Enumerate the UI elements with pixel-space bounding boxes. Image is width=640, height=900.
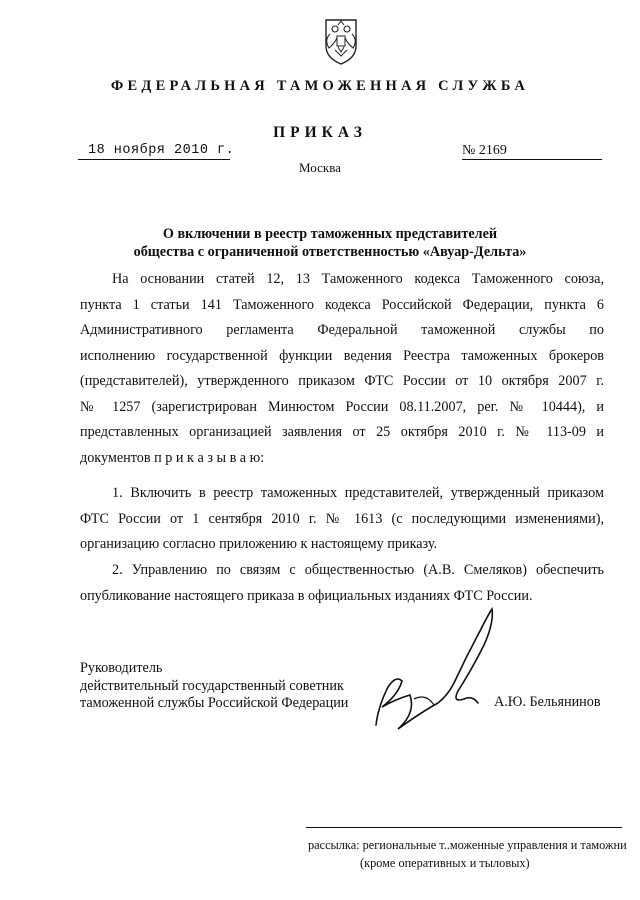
body-line: исполнению государственной функции ведения Реестра таможенных брокеров: [80, 347, 604, 364]
item-2-paragraph: [80, 558, 604, 609]
order-date: 18 ноября 2010 г.: [88, 143, 235, 158]
body-line: Административного регламента Федеральной таможенной службы по: [80, 322, 604, 338]
distribution-rule: [306, 827, 622, 828]
preamble-paragraph: [80, 267, 604, 471]
body-line: 2. Управлению по связям с общественностью (А.В. Смеляков) обеспечить: [112, 562, 604, 578]
body-line: документов п р и к а з ы в а ю:: [80, 449, 265, 466]
order-heading: [80, 225, 580, 261]
distribution-note: (кроме оперативных и тыловых): [360, 856, 530, 870]
document-type: ПРИКАЗ: [273, 124, 367, 141]
body-line: опубликование настоящего приказа в официальных изданиях ФТС России.: [80, 587, 533, 604]
body-line: (представителей), утвержденного приказом ФТС России от 10 октября 2007 г.: [80, 373, 604, 389]
handwritten-signature: [368, 595, 518, 735]
body-line: ФТС России от 1 сентября 2010 г. № 1613 (с последующими изменениями),: [80, 510, 604, 527]
order-number: № 2169: [462, 143, 507, 158]
body-line: 1. Включить в реестр таможенных представителей, утвержденный приказом: [112, 485, 604, 501]
distribution-list: рассылка: региональные т..моженные управления и таможни: [308, 838, 627, 852]
heading-line: общества с ограниченной ответственностью «Авуар-Дельта»: [133, 244, 527, 260]
agency-name: ФЕДЕРАЛЬНАЯ ТАМОЖЕННАЯ СЛУЖБА: [110, 78, 530, 94]
body-line: На основании статей 12, 13 Таможенного кодекса Таможенного союза,: [112, 271, 604, 287]
item-1-paragraph: [80, 481, 604, 558]
body-line: № 1257 (зарегистрирован Минюстом России 08.11.2007, рег. № 10444), и: [80, 398, 604, 415]
eagle-emblem-icon: [318, 14, 364, 66]
signer-title: [80, 660, 348, 713]
body-line: представленных организацией заявления от 25 октября 2010 г. № 113-09 и: [80, 424, 604, 440]
signer-title-line: таможенной службы Российской Федерации: [80, 695, 349, 711]
signer-title-line: действительный государственный советник: [80, 677, 344, 694]
body-line: пункта 1 статьи 141 Таможенного кодекса Российской Федерации, пункта 6: [80, 296, 604, 313]
signer-name: А.Ю. Бельянинов: [494, 694, 601, 710]
signer-title-line: Руководитель: [80, 660, 163, 676]
body-line: организацию согласно приложению к настоящему приказу.: [80, 536, 438, 552]
heading-line: О включении в реестр таможенных представителей: [162, 226, 498, 242]
city: Москва: [299, 160, 341, 175]
